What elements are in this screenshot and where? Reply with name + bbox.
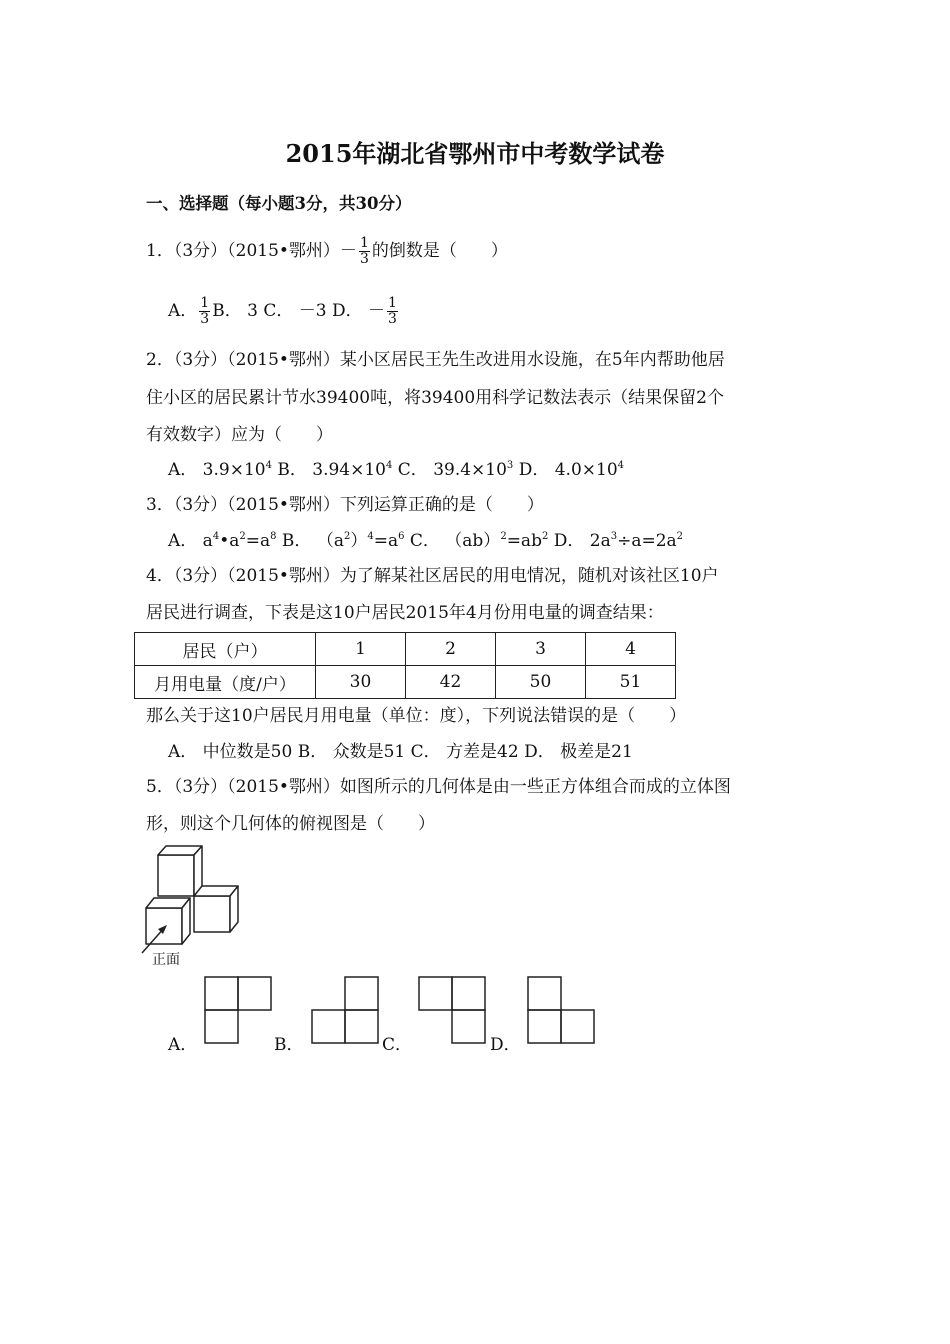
table-cell: 30 — [316, 666, 406, 699]
page-title: 2015年湖北省鄂州市中考数学试卷 — [285, 139, 665, 168]
frac-denominator: 3 — [359, 251, 369, 267]
table-cell: 1 — [316, 633, 406, 666]
q3-part: B． （a — [276, 531, 344, 551]
table-cell: 月用电量（度/户） — [135, 666, 316, 699]
q4-options: A． 中位数是50 B． 众数是51 C． 方差是42 D． 极差是21 — [168, 742, 633, 762]
q2-line-2: 住小区的居民累计节水39400吨，将39400用科学记数法表示（结果保留2个 — [146, 388, 724, 408]
cube-figure — [140, 840, 250, 970]
frac-numerator: 1 — [387, 295, 397, 311]
q2-line-3: 有效数字）应为（ ） — [146, 425, 333, 445]
exponent: 4 — [386, 460, 393, 471]
q1-options-bcd: B． 3 C． －3 D． － — [212, 301, 385, 321]
exponent: 4 — [265, 460, 272, 471]
q3-part: =a — [245, 531, 271, 551]
q5-option-d-label: D． — [490, 1035, 521, 1055]
q1-options — [168, 296, 400, 327]
q5-option-b-view — [311, 976, 379, 1044]
exponent: 6 — [398, 531, 405, 542]
table-cell: 50 — [496, 666, 586, 699]
q1-option-d-fraction — [387, 296, 398, 327]
q3-part: =ab — [506, 531, 542, 551]
q5-option-c-label: C． — [382, 1035, 413, 1055]
q2-option-c: C． 39.4×10 — [392, 460, 507, 480]
electricity-table — [134, 632, 676, 699]
table-cell: 2 — [406, 633, 496, 666]
exponent: 2 — [239, 531, 246, 542]
q5-option-c-view — [418, 976, 486, 1044]
table-cell: 居民（户） — [135, 633, 316, 666]
q3-part: =a — [373, 531, 399, 551]
exponent: 4 — [617, 460, 625, 471]
q5-option-d-view — [527, 976, 595, 1044]
exponent: 4 — [367, 531, 374, 542]
table-cell: 51 — [586, 666, 676, 699]
exponent: 4 — [212, 531, 220, 542]
q3-options — [168, 526, 683, 551]
table-row — [135, 666, 676, 699]
q2-options — [168, 455, 624, 480]
q5-line-2: 形，则这个几何体的俯视图是（ ） — [146, 814, 435, 834]
q4-line-1: 4．（3分）（2015•鄂州）为了解某社区居民的用电情况，随机对该社区10户 — [146, 566, 719, 586]
table-cell: 42 — [406, 666, 496, 699]
q3-line-1: 3．（3分）（2015•鄂州）下列运算正确的是（ ） — [146, 495, 544, 515]
q2-option-d: D． 4.0×10 — [513, 460, 618, 480]
q3-part: C． （ab） — [404, 531, 501, 551]
table-cell: 4 — [586, 633, 676, 666]
exponent: 8 — [270, 531, 277, 542]
question-1 — [146, 236, 508, 267]
table-row — [135, 633, 676, 666]
q1-option-a-label: A． — [168, 301, 198, 321]
q5-option-b-label: B． — [274, 1035, 304, 1055]
q3-part: D． 2a — [548, 531, 611, 551]
table-cell: 3 — [496, 633, 586, 666]
frac-numerator: 1 — [200, 295, 210, 311]
frac-denominator: 3 — [200, 311, 210, 327]
q3-part: ） — [350, 531, 368, 551]
exponent: 2 — [676, 531, 684, 542]
frac-numerator: 1 — [359, 235, 369, 251]
exponent: 3 — [610, 531, 618, 542]
exponent: 2 — [500, 531, 507, 542]
exponent: 3 — [506, 460, 514, 471]
section-heading: 一、选择题（每小题3分，共30分） — [146, 194, 412, 213]
q1-option-a-fraction — [199, 296, 210, 327]
front-label: 正面 — [152, 951, 180, 967]
q1-prefix: 1．（3分）（2015•鄂州）－ — [146, 241, 357, 261]
q3-part: A． a — [168, 531, 213, 551]
q3-part: ÷a=2a — [617, 531, 677, 551]
q1-suffix: 的倒数是（ ） — [371, 241, 508, 261]
q3-part: •a — [219, 531, 240, 551]
q2-option-b: B． 3.94×10 — [271, 460, 386, 480]
frac-denominator: 3 — [387, 311, 397, 327]
q4-line-2: 居民进行调查，下表是这10户居民2015年4月份用电量的调查结果： — [146, 603, 664, 623]
q5-option-a-view — [204, 976, 272, 1044]
q5-line-1: 5．（3分）（2015•鄂州）如图所示的几何体是由一些正方体组合而成的立体图 — [146, 777, 731, 797]
exponent: 2 — [343, 531, 351, 542]
q1-fraction — [359, 236, 370, 267]
q2-option-a: A． 3.9×10 — [168, 460, 266, 480]
q2-line-1: 2．（3分）（2015•鄂州）某小区居民王先生改进用水设施，在5年内帮助他居 — [146, 350, 725, 370]
q4-line-3: 那么关于这10户居民月用电量（单位：度），下列说法错误的是（ ） — [146, 706, 687, 726]
exponent: 2 — [541, 531, 549, 542]
q5-option-a-label: A． — [168, 1035, 198, 1055]
